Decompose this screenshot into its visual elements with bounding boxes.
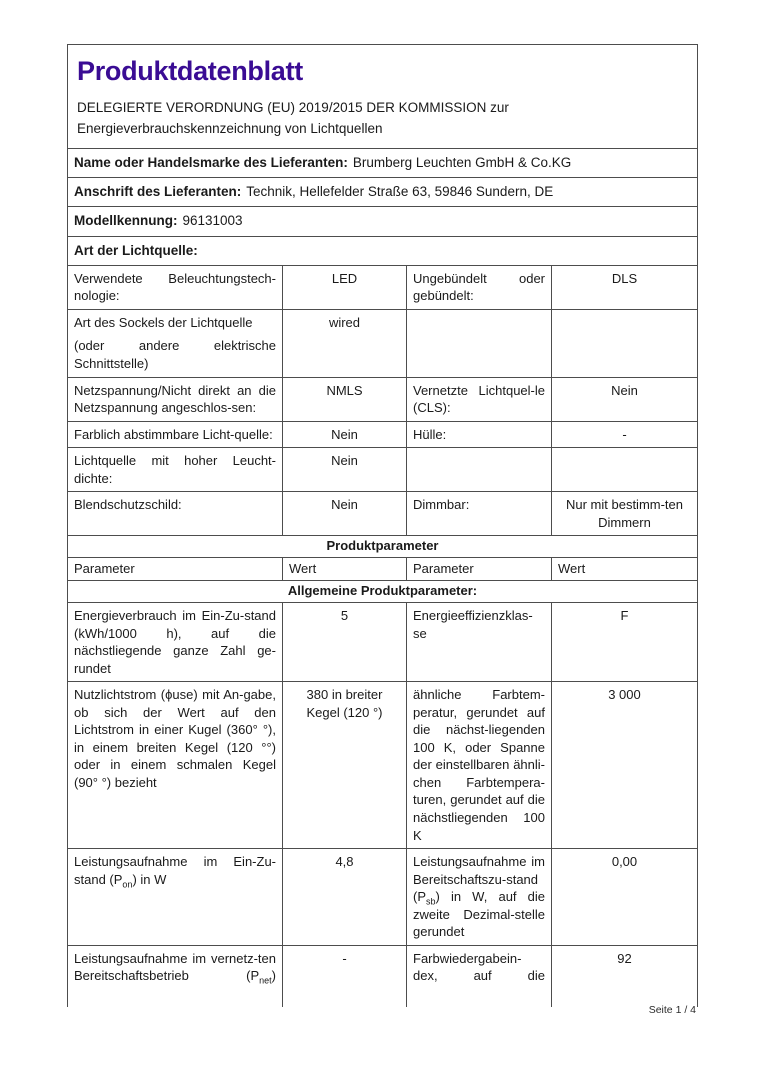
supplier-name-cell xyxy=(68,148,698,177)
light-source-type-cell xyxy=(68,236,698,265)
table-row-truncated xyxy=(68,945,698,1007)
table-row xyxy=(68,265,698,309)
param-label: ähnliche Farbtem-peratur, gerundet auf die nächst-liegenden 100 K, oder Spanne der einstellbaren ähnli-chen Farbtempera-turen, gerundet auf die nächstliegenden 100 K xyxy=(407,682,552,849)
param-label: Leistungsaufnahme im Bereitschaftszu-stand $(P_{sb})$ in W, auf die zweite Dezimal-stelle gerundet xyxy=(407,849,552,946)
section-title-allgemeine-produktparameter: Allgemeine Produktparameter: xyxy=(68,581,698,603)
param-label: Energieverbrauch im Ein-Zu-stand (kWh/1000 h), auf die nächstliegende ganze Zahl ge-rundet xyxy=(68,603,283,682)
param-value: wired xyxy=(283,309,407,377)
product-datasheet-table xyxy=(67,44,698,1007)
param-label: Leistungsaufnahme im vernetz-ten Bereitschaftsbetrieb $(P_{net})$ xyxy=(68,945,283,1007)
param-value: LED xyxy=(283,265,407,309)
param-label xyxy=(407,448,552,492)
light-source-type-label: Art der Lichtquelle: xyxy=(74,242,198,258)
model-id-cell xyxy=(68,207,698,236)
param-value: - xyxy=(283,945,407,1007)
param-value: 4,8 xyxy=(283,849,407,946)
param-value: 0,00 xyxy=(552,849,698,946)
table-row xyxy=(68,421,698,448)
column-header-row xyxy=(68,557,698,581)
section-row xyxy=(68,581,698,603)
param-label: Lichtquelle mit hoher Leucht-dichte: xyxy=(68,448,283,492)
param-value: 380 in breiter Kegel (120 °) xyxy=(283,682,407,849)
model-id-row xyxy=(68,207,698,236)
supplier-name-label: Name oder Handelsmarke des Lieferanten: xyxy=(74,154,348,170)
param-value: 92 xyxy=(552,945,698,1007)
light-source-type-row xyxy=(68,236,698,265)
param-value: DLS xyxy=(552,265,698,309)
page-title: Produktdatenblatt xyxy=(77,56,303,86)
supplier-address-value: Technik, Hellefelder Straße 63, 59846 Sundern, DE xyxy=(246,184,554,200)
regulation-line-1: DELEGIERTE VERORDNUNG (EU) 2019/2015 DER KOMMISSION zur xyxy=(77,100,509,116)
param-label: Nutzlichtstrom (ϕuse) mit An-gabe, ob sich der Wert auf den Lichtstrom in einer Kugel (360° °), in einem breiten Kegel (120 °°) oder in einem schmalen Kegel (90° °) bezieht xyxy=(68,682,283,849)
table-row xyxy=(68,309,698,377)
param-value xyxy=(552,448,698,492)
supplier-name-row xyxy=(68,148,698,177)
param-label: Leistungsaufnahme im Ein-Zu-stand $(P_{on})$ in W xyxy=(68,849,283,946)
param-label: Netzspannung/Nicht direkt an die Netzspannung angeschlos-sen: xyxy=(68,377,283,421)
section-row xyxy=(68,536,698,558)
param-value: Nein xyxy=(552,377,698,421)
column-header-parameter: Parameter xyxy=(407,557,552,581)
section-title-produktparameter: Produktparameter xyxy=(68,536,698,558)
param-value: NMLS xyxy=(283,377,407,421)
param-label: Art des Sockels der Lichtquelle (oder andere elektrische Schnittstelle) xyxy=(68,309,283,377)
param-label: Farbwiedergabein-dex, auf die xyxy=(407,945,552,1007)
table-row xyxy=(68,448,698,492)
supplier-name-value: Brumberg Leuchten GmbH & Co.KG xyxy=(352,154,572,170)
param-value: 3 000 xyxy=(552,682,698,849)
param-label: Verwendete Beleuchtungstech-nologie: xyxy=(68,265,283,309)
param-value: 5 xyxy=(283,603,407,682)
param-label: Hülle: xyxy=(407,421,552,448)
param-value: Nein xyxy=(283,421,407,448)
regulation-line-2: Energieverbrauchskennzeichnung von Lichtquellen xyxy=(77,120,383,136)
table-row xyxy=(68,492,698,536)
table-row xyxy=(68,682,698,849)
column-header-wert: Wert xyxy=(283,557,407,581)
datasheet-page xyxy=(67,44,699,1007)
param-value: Nein xyxy=(283,448,407,492)
column-header-parameter: Parameter xyxy=(68,557,283,581)
table-row xyxy=(68,603,698,682)
param-label: Energieeffizienzklas-se xyxy=(407,603,552,682)
table-row xyxy=(68,377,698,421)
param-label: Blendschutzschild: xyxy=(68,492,283,536)
param-value: - xyxy=(552,421,698,448)
param-label: Ungebündelt oder gebündelt: xyxy=(407,265,552,309)
supplier-address-row xyxy=(68,178,698,207)
param-value: Nein xyxy=(283,492,407,536)
header-block xyxy=(68,45,698,149)
column-header-wert: Wert xyxy=(552,557,698,581)
param-label: Dimmbar: xyxy=(407,492,552,536)
model-id-label: Modellkennung: xyxy=(74,213,178,229)
param-label: Vernetzte Lichtquel-le (CLS): xyxy=(407,377,552,421)
param-value: F xyxy=(552,603,698,682)
param-value xyxy=(552,309,698,377)
supplier-address-cell xyxy=(68,178,698,207)
table-row xyxy=(68,849,698,946)
param-label xyxy=(407,309,552,377)
supplier-address-label: Anschrift des Lieferanten: xyxy=(74,184,242,200)
param-value: Nur mit bestimm-ten Dimmern xyxy=(552,492,698,536)
param-label: Farblich abstimmbare Licht-quelle: xyxy=(68,421,283,448)
page-number: Seite 1 / 4 xyxy=(648,1004,696,1016)
header-block-row xyxy=(68,45,698,149)
model-id-value: 96131003 xyxy=(182,213,243,229)
